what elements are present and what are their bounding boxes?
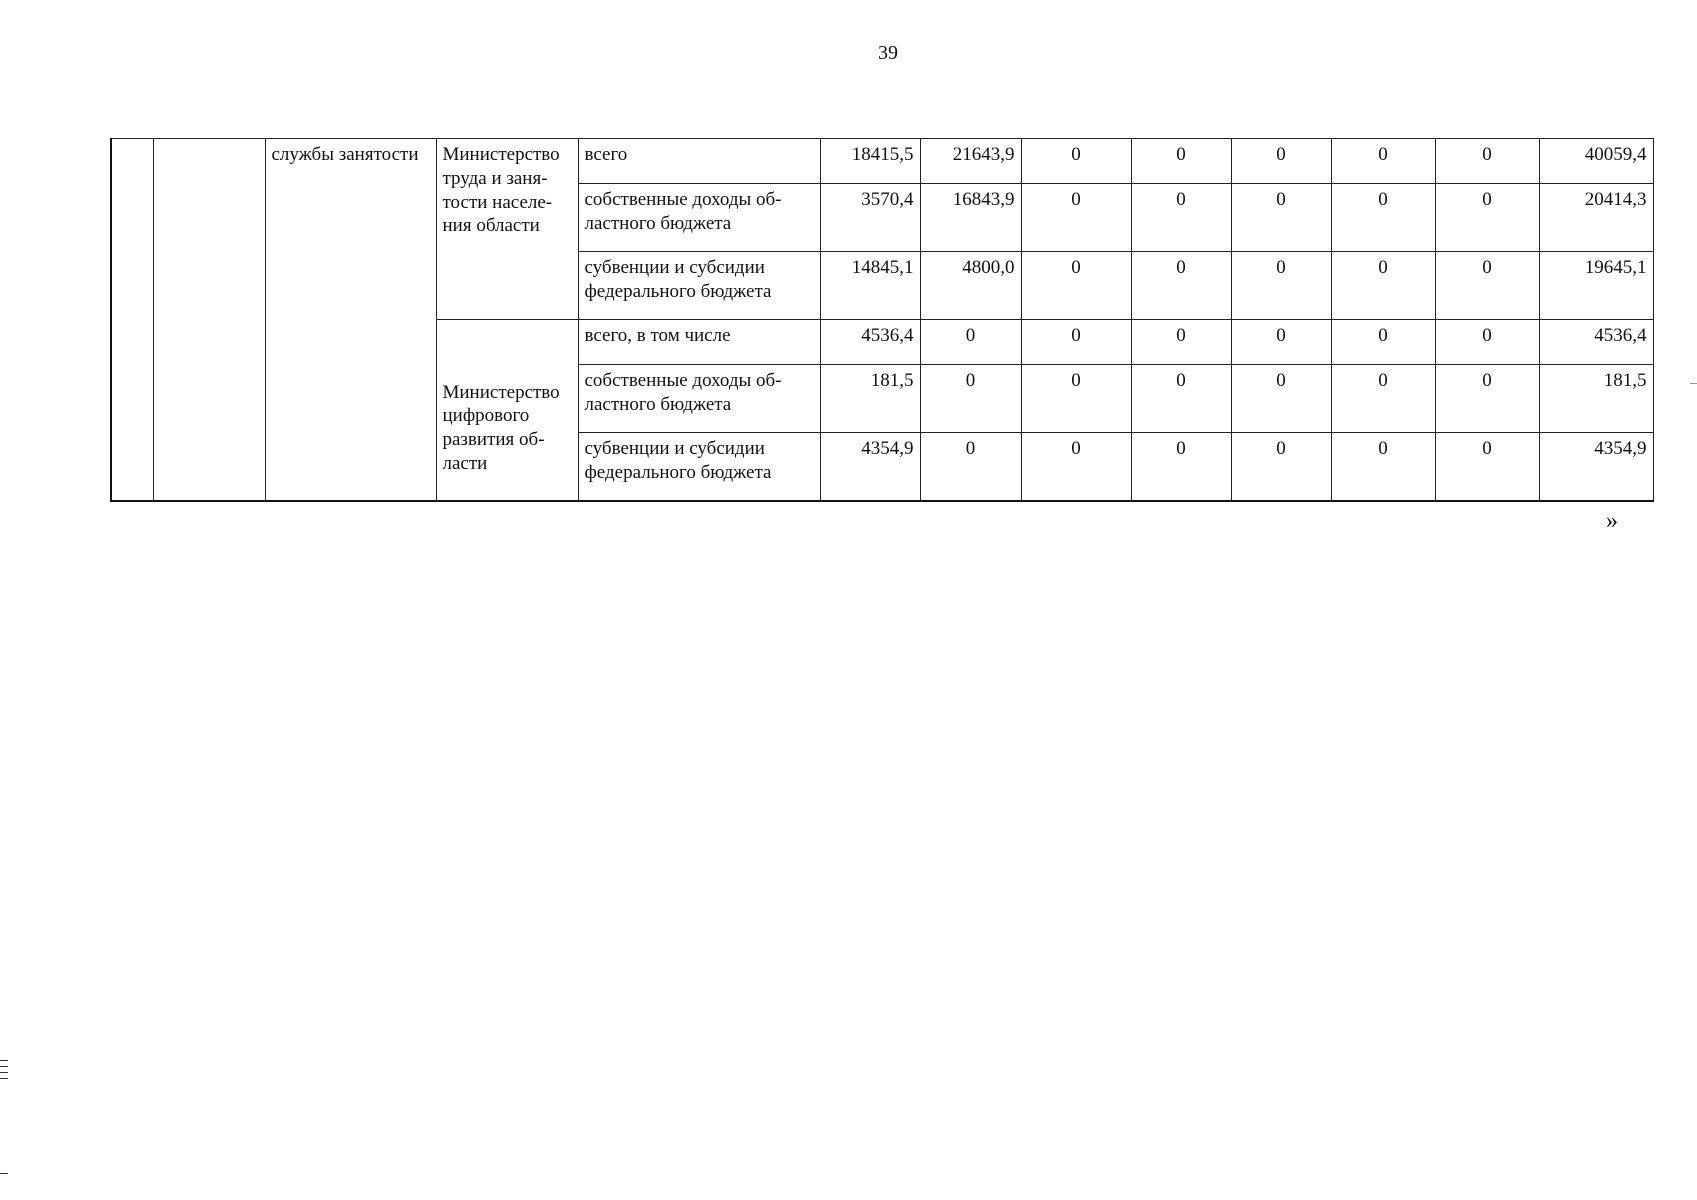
table-row xyxy=(111,139,1653,184)
empty-cell xyxy=(153,139,265,502)
value-cell: 0 xyxy=(920,320,1021,365)
value-cell: 0 xyxy=(1021,184,1131,252)
value-cell: 0 xyxy=(1435,139,1539,184)
total-cell: 20414,3 xyxy=(1539,184,1653,252)
value-cell: 0 xyxy=(1435,320,1539,365)
executor-cell: Министерство цифрового развития об-ласти xyxy=(436,320,578,502)
value-cell: 14845,1 xyxy=(820,252,920,320)
value-cell: 0 xyxy=(1231,139,1331,184)
value-cell: 4536,4 xyxy=(820,320,920,365)
value-cell: 0 xyxy=(1331,139,1435,184)
value-cell: 0 xyxy=(1131,184,1231,252)
total-cell: 4354,9 xyxy=(1539,433,1653,502)
value-cell: 0 xyxy=(1131,433,1231,502)
value-cell: 3570,4 xyxy=(820,184,920,252)
value-cell: 0 xyxy=(1435,433,1539,502)
value-cell: 0 xyxy=(920,365,1021,433)
value-cell: 0 xyxy=(1131,365,1231,433)
value-cell: 0 xyxy=(1435,252,1539,320)
value-cell: 0 xyxy=(1231,365,1331,433)
closing-quote: » xyxy=(1606,508,1618,534)
value-cell: 0 xyxy=(1231,320,1331,365)
value-cell: 0 xyxy=(1231,433,1331,502)
program-name: службы занятости xyxy=(265,139,436,502)
executor-cell: Министерство труда и заня-тости населе-ния области xyxy=(436,139,578,320)
value-cell: 4800,0 xyxy=(920,252,1021,320)
value-cell: 0 xyxy=(1435,365,1539,433)
margin-mark xyxy=(1690,383,1697,384)
total-cell: 40059,4 xyxy=(1539,139,1653,184)
total-cell: 19645,1 xyxy=(1539,252,1653,320)
budget-table xyxy=(110,138,1654,502)
empty-cell xyxy=(111,139,153,502)
value-cell: 16843,9 xyxy=(920,184,1021,252)
source-cell: всего xyxy=(578,139,820,184)
value-cell: 0 xyxy=(1331,365,1435,433)
value-cell: 0 xyxy=(920,433,1021,502)
total-cell: 4536,4 xyxy=(1539,320,1653,365)
value-cell: 0 xyxy=(1331,320,1435,365)
margin-marks xyxy=(0,1060,8,1084)
value-cell: 0 xyxy=(1021,252,1131,320)
value-cell: 18415,5 xyxy=(820,139,920,184)
value-cell: 0 xyxy=(1231,184,1331,252)
value-cell: 0 xyxy=(1021,139,1131,184)
value-cell: 0 xyxy=(1331,252,1435,320)
value-cell: 0 xyxy=(1331,184,1435,252)
source-cell: всего, в том числе xyxy=(578,320,820,365)
value-cell: 0 xyxy=(1021,320,1131,365)
value-cell: 181,5 xyxy=(820,365,920,433)
source-cell: субвенции и субсидии федерального бюджета xyxy=(578,252,820,320)
value-cell: 0 xyxy=(1021,365,1131,433)
value-cell: 0 xyxy=(1131,252,1231,320)
value-cell: 0 xyxy=(1331,433,1435,502)
value-cell: 0 xyxy=(1231,252,1331,320)
value-cell: 0 xyxy=(1435,184,1539,252)
value-cell: 4354,9 xyxy=(820,433,920,502)
page-number: 39 xyxy=(878,42,898,64)
margin-mark xyxy=(0,1173,8,1174)
source-cell: субвенции и субсидии федерального бюджета xyxy=(578,433,820,502)
value-cell: 0 xyxy=(1131,320,1231,365)
total-cell: 181,5 xyxy=(1539,365,1653,433)
source-cell: собственные доходы об-ластного бюджета xyxy=(578,184,820,252)
value-cell: 0 xyxy=(1021,433,1131,502)
source-cell: собственные доходы об-ластного бюджета xyxy=(578,365,820,433)
value-cell: 21643,9 xyxy=(920,139,1021,184)
value-cell: 0 xyxy=(1131,139,1231,184)
